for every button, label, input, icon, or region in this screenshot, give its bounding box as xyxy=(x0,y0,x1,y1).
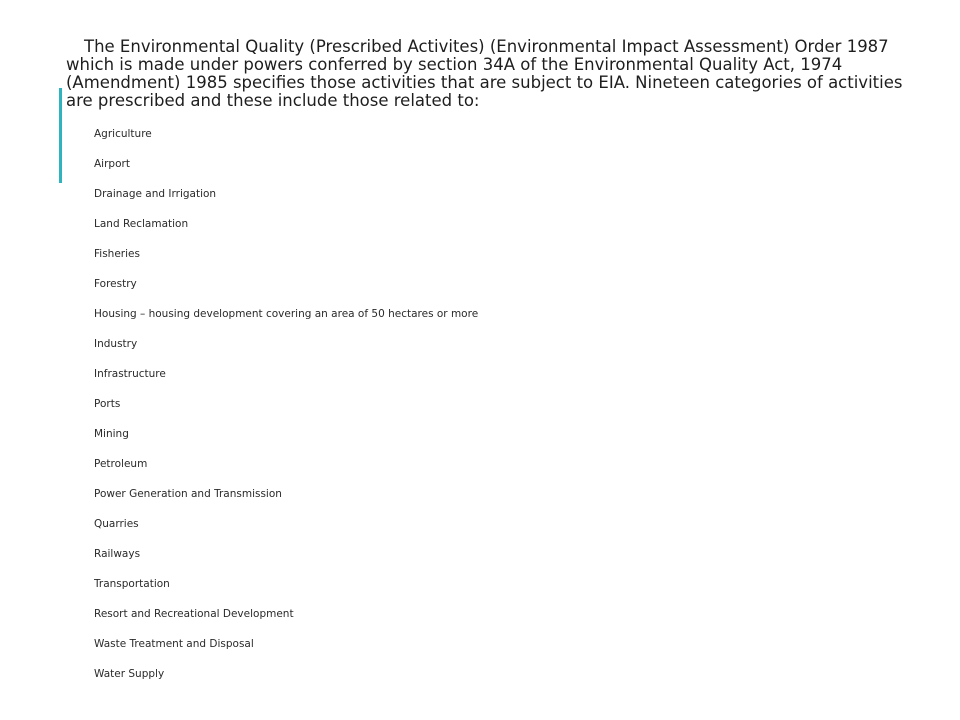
list-item: Drainage and Irrigation xyxy=(94,188,217,200)
list-item: Transportation xyxy=(94,578,170,590)
list-item: Ports xyxy=(94,398,121,410)
list-item: Waste Treatment and Disposal xyxy=(94,638,254,650)
activity-list xyxy=(94,127,478,697)
list-item: Power Generation and Transmission xyxy=(94,488,282,500)
list-item: Forestry xyxy=(94,278,137,290)
list-item: Quarries xyxy=(94,518,139,530)
list-item: Water Supply xyxy=(94,668,165,680)
list-item: Railways xyxy=(94,548,141,560)
list-item: Industry xyxy=(94,338,138,350)
accent-bar xyxy=(59,88,62,183)
list-item: Land Reclamation xyxy=(94,218,189,230)
list-item: Infrastructure xyxy=(94,368,166,380)
list-item: Resort and Recreational Development xyxy=(94,608,294,620)
list-item: Airport xyxy=(94,158,130,170)
intro-paragraph: The Environmental Quality (Prescribed Activites) (Environmental Impact Assessment) Order 1987 which is made under powers conferred by section 34A of the Environmental Quality Act, 1974 (Amendment) 1985 specifies those activities that are subject to EIA. Nineteen categories of activities are prescribed and these include those related to: xyxy=(66,37,903,110)
list-item: Mining xyxy=(94,428,129,440)
list-item: Agriculture xyxy=(94,128,152,140)
list-item: Housing – housing development covering an area of 50 hectares or more xyxy=(94,308,479,320)
list-item: Petroleum xyxy=(94,458,148,470)
list-item: Fisheries xyxy=(94,248,140,260)
